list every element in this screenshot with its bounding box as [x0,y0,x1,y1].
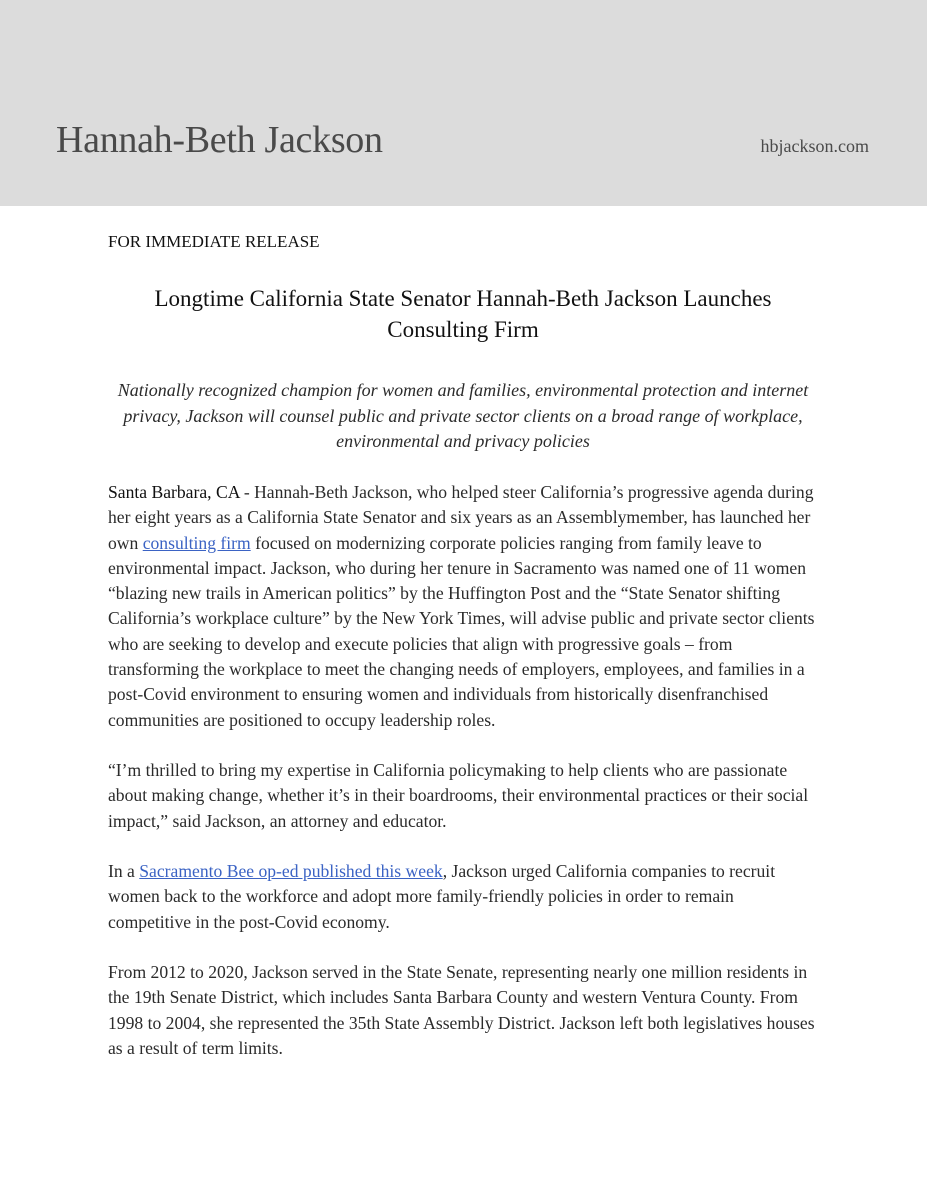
paragraph-1-text-a: - Hannah-Beth Jackson, who helped steer California’s progressive agenda during her eight years as a California State Senator and six years as an Assemblymember, has launched her own [108,482,814,553]
paragraph-1-text-b: focused on modernizing corporate policies ranging from family leave to environmental impact. Jackson, who during her tenure in Sacramento was named one of 11 women “blazing new trails in American politics” by the Huffington Post and the “State Senator shifting California’s workplace culture” by the New York Times, will advise public and private sector clients who are seeking to develop and execute policies that align with progressive goals – from transforming the workplace to meet the changing needs of employers, employees, and families in a post-Covid environment to ensuring women and individuals from historically disenfranchised communities are positioned to occupy leadership roles. [108,532,815,730]
website-label: hbjackson.com [760,136,869,156]
paragraph-3-text-b: , Jackson urged California companies to recruit women back to the workforce and adopt more family-friendly policies in order to remain competitive in the post-Covid economy. [108,861,776,932]
sacramento-bee-op-ed-link[interactable]: Sacramento Bee op-ed published this week [139,861,443,881]
brand-name: Hannah-Beth Jackson [56,119,383,161]
consulting-firm-link[interactable]: consulting firm [142,532,251,553]
body-paragraph-3 [108,859,820,935]
release-label: FOR IMMEDIATE RELEASE [108,232,320,251]
letterhead-banner [0,0,927,206]
body-paragraph-1 [108,480,820,733]
page-title: Longtime California State Senator Hannah-Beth Jackson Launches Consulting Firm [154,286,772,342]
paragraph-3-text-a: In a [108,861,140,881]
subheadline: Nationally recognized champion for women and families, environmental protection and internet privacy, Jackson will counsel public and private sector clients on a broad range of workplace, environmental and privacy policies [117,380,809,451]
body-paragraph-4: From 2012 to 2020, Jackson served in the State Senate, representing nearly one million residents in the 19th Senate District, which includes Santa Barbara County and western Ventura County. From 1998 to 2004, she represented the 35th State Assembly District. Jackson left both legislatives houses as a result of term limits. [108,962,815,1058]
dateline: Santa Barbara, CA [108,482,240,502]
body-paragraph-2: “I’m thrilled to bring my expertise in California policymaking to help clients who are passionate about making change, whether it’s in their boardrooms, their environmental practices or their social impact,” said Jackson, an attorney and educator. [108,760,809,831]
